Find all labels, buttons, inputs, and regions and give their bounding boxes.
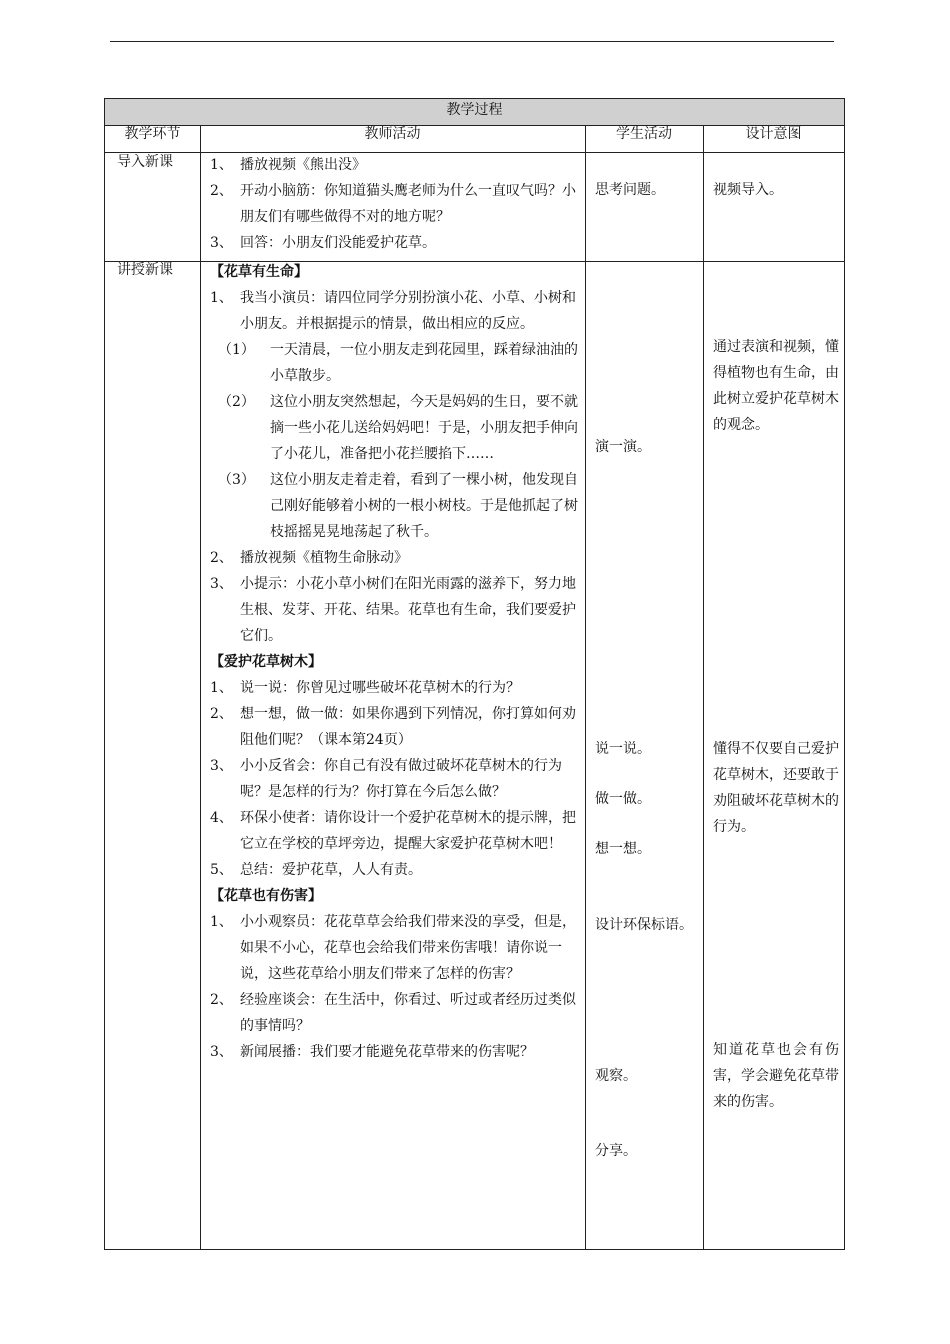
student-activity: 做一做。 bbox=[595, 791, 651, 807]
header-stage: 教学环节 bbox=[124, 126, 181, 142]
stage-new-lesson: 讲授新课 bbox=[117, 262, 173, 278]
column-divider bbox=[585, 125, 586, 1249]
list-item: 2、 想一想，做一做：如果你遇到下列情况，你打算如何劝阻他们呢？（课本第24页） bbox=[210, 706, 576, 748]
column-divider bbox=[200, 125, 201, 1249]
list-item: 3、 小小反省会：你自己有没有做过破坏花草树木的行为呢？是怎样的行为？你打算在今后怎么做？ bbox=[210, 758, 562, 800]
teaching-process-table bbox=[104, 98, 845, 1250]
student-activity: 演一演。 bbox=[595, 439, 651, 455]
list-item: 4、 环保小使者：请你设计一个爱护花草树木的提示牌，把它立在学校的草坪旁边，提醒大家爱护花草树木吧！ bbox=[210, 810, 576, 852]
header-student: 学生活动 bbox=[616, 126, 672, 142]
list-item: 3、 小提示：小花小草小树们在阳光雨露的滋养下，努力地生根、发芽、开花、结果。花草也有生命，我们要爱护它们。 bbox=[210, 576, 576, 644]
list-item: （1） 一天清晨，一位小朋友走到花园里，踩着绿油油的小草散步。 bbox=[218, 342, 578, 384]
teacher-activity-intro bbox=[210, 152, 578, 256]
section-title: 【花草有生命】 bbox=[210, 264, 308, 280]
list-item: 1、 说一说：你曾见过哪些破坏花草树木的行为？ bbox=[210, 680, 520, 696]
list-item: 1、 小小观察员：花花草草会给我们带来没的享受，但是，如果不小心，花草也会给我们带来伤害哦！请你说一说，这些花草给小朋友们带来了怎样的伤害？ bbox=[210, 914, 576, 982]
design-intent: 懂得不仅要自己爱护花草树木，还要敢于劝阻破坏花草树木的行为。 bbox=[713, 741, 839, 835]
section-title: 【爱护花草树木】 bbox=[210, 654, 322, 670]
header-teacher: 教师活动 bbox=[364, 126, 421, 142]
list-item: （3） 这位小朋友走着走着，看到了一棵小树，他发现自己刚好能够着小树的一根小树枝。于是他抓起了树枝摇摇晃晃地荡起了秋千。 bbox=[218, 472, 578, 540]
list-item: 3、 回答：小朋友们没能爱护花草。 bbox=[210, 235, 436, 251]
header-rule bbox=[110, 41, 834, 42]
student-activity: 设计环保标语。 bbox=[595, 917, 693, 933]
design-intent: 通过表演和视频，懂得植物也有生命，由此树立爱护花草树木的观念。 bbox=[713, 339, 839, 433]
design-intent-intro: 视频导入。 bbox=[713, 182, 783, 198]
student-activity: 分享。 bbox=[595, 1143, 637, 1159]
student-activity-intro: 思考问题。 bbox=[595, 182, 665, 198]
column-divider bbox=[703, 125, 704, 1249]
header-intent: 设计意图 bbox=[745, 126, 802, 142]
student-activity: 想一想。 bbox=[595, 841, 651, 857]
list-item: 3、 新闻展播：我们要才能避免花草带来的伤害呢？ bbox=[210, 1044, 534, 1060]
list-item: （2） 这位小朋友突然想起，今天是妈妈的生日，要不就摘一些小花儿送给妈妈吧！于是，小朋友把手伸向了小花儿，准备把小花拦腰掐下…… bbox=[218, 394, 578, 462]
teacher-activity-main bbox=[210, 259, 578, 1065]
design-intent: 知道花草也会有伤害，学会避免花草带来的伤害。 bbox=[713, 1042, 839, 1110]
list-item: 2、 开动小脑筋：你知道猫头鹰老师为什么一直叹气吗？小朋友们有哪些做得不对的地方呢？ bbox=[210, 183, 576, 225]
list-item: 5、 总结：爱护花草，人人有责。 bbox=[210, 862, 422, 878]
student-activity: 说一说。 bbox=[595, 741, 651, 757]
table-title: 教学过程 bbox=[105, 99, 844, 125]
list-item: 1、 我当小演员：请四位同学分别扮演小花、小草、小树和小朋友。并根据提示的情景，做出相应的反应。 bbox=[210, 290, 576, 332]
list-item: 2、 播放视频《植物生命脉动》 bbox=[210, 550, 408, 566]
student-activity: 观察。 bbox=[595, 1068, 637, 1084]
section-title: 【花草也有伤害】 bbox=[210, 888, 322, 904]
list-item: 1、 播放视频《熊出没》 bbox=[210, 157, 366, 173]
stage-intro: 导入新课 bbox=[117, 154, 173, 170]
list-item: 2、 经验座谈会：在生活中，你看过、听过或者经历过类似的事情吗？ bbox=[210, 992, 576, 1034]
